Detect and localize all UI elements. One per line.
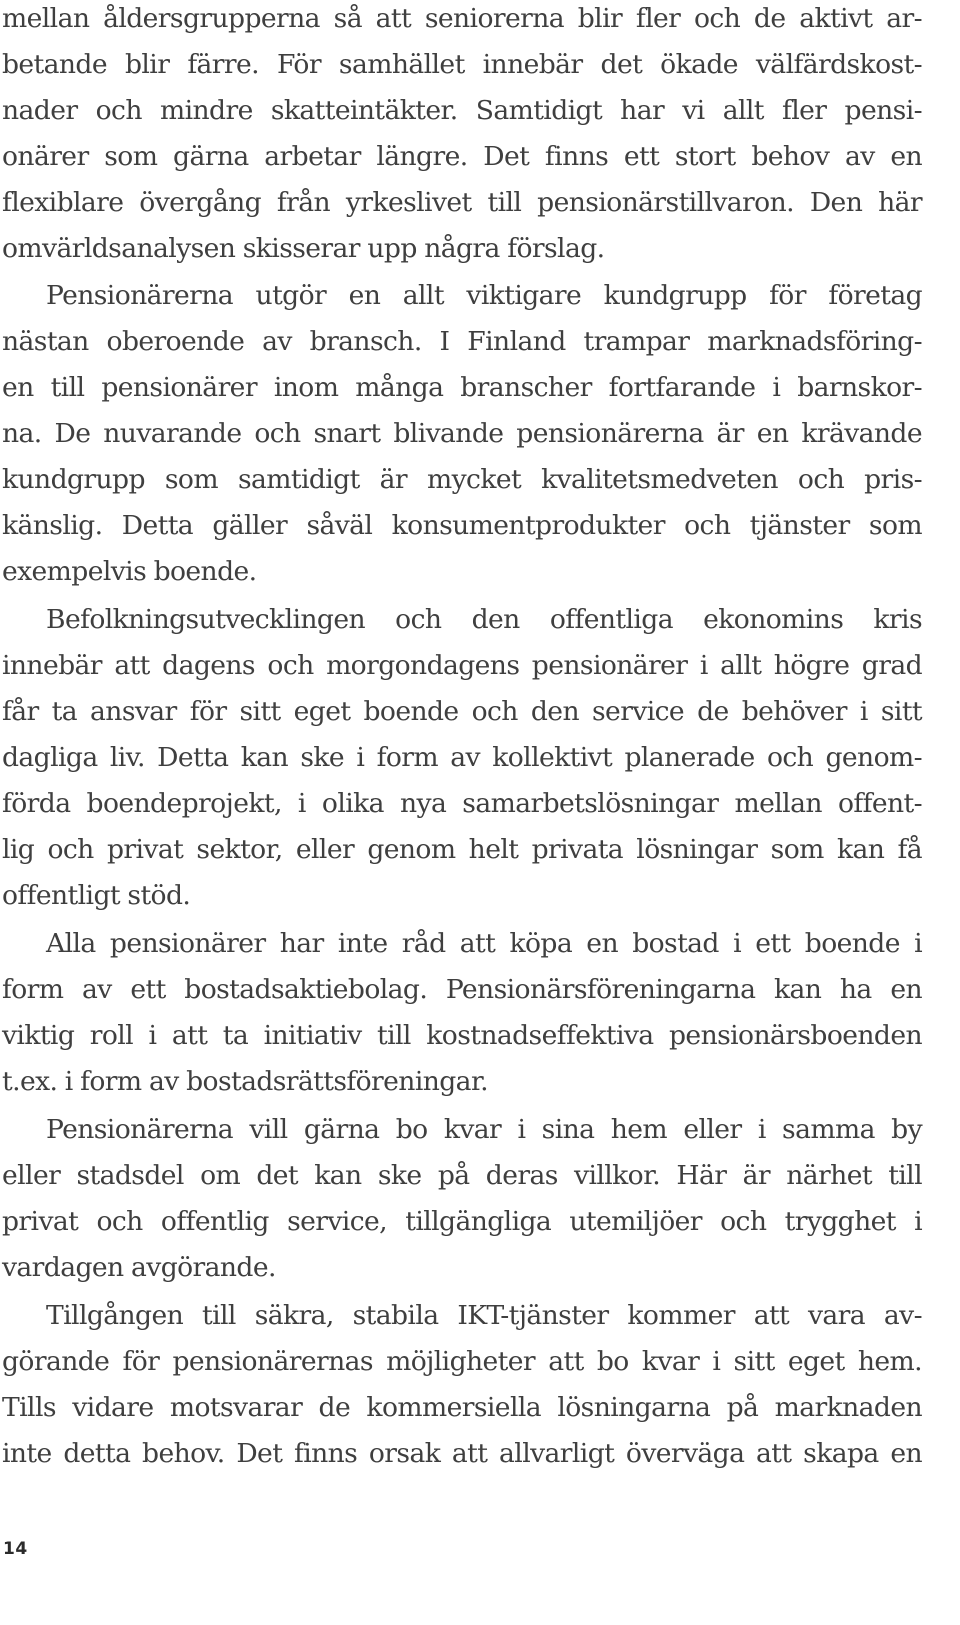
text-line: Tillgången till säkra, stabila IKT-tjänster kommer att vara av- [46, 1300, 922, 1331]
text-line: t.ex. i form av bostadsrättsföreningar. [2, 1066, 488, 1097]
text-line: dagliga liv. Detta kan ske i form av kollektivt planerade och genom- [2, 742, 922, 773]
text-line: Pensionärerna vill gärna bo kvar i sina hem eller i samma by [46, 1114, 922, 1145]
text-line: na. De nuvarande och snart blivande pensionärerna är en krävande [2, 418, 922, 449]
text-line: förda boendeprojekt, i olika nya samarbetslösningar mellan offent- [2, 788, 922, 819]
text-line: kundgrupp som samtidigt är mycket kvalitetsmedveten och pris- [2, 464, 922, 495]
text-line: omvärldsanalysen skisserar upp några förslag. [2, 233, 605, 264]
text-line: en till pensionärer inom många branscher fortfarande i barnskor- [2, 372, 922, 403]
text-line: exempelvis boende. [2, 556, 257, 587]
text-line: inte detta behov. Det finns orsak att allvarligt överväga att skapa en [2, 1438, 922, 1469]
text-line: eller stadsdel om det kan ske på deras villkor. Här är närhet till [2, 1160, 922, 1191]
text-line: onärer som gärna arbetar längre. Det finns ett stort behov av en [2, 141, 922, 172]
text-line: Alla pensionärer har inte råd att köpa en bostad i ett boende i [46, 928, 922, 959]
page-number: 14 [3, 1539, 28, 1559]
text-line: innebär att dagens och morgondagens pensionärer i allt högre grad [2, 650, 922, 681]
text-line: Befolkningsutvecklingen och den offentliga ekonomins kris [46, 604, 922, 635]
text-line: betande blir färre. För samhället innebär det ökade välfärdskost- [2, 49, 922, 80]
text-line: lig och privat sektor, eller genom helt privata lösningar som kan få [2, 834, 922, 865]
text-line: nästan oberoende av bransch. I Finland trampar marknadsföring- [2, 326, 922, 357]
text-line: Pensionärerna utgör en allt viktigare kundgrupp för företag [46, 280, 922, 311]
text-line: får ta ansvar för sitt eget boende och den service de behöver i sitt [2, 696, 922, 727]
text-line: mellan åldersgrupperna så att seniorerna blir fler och de aktivt ar- [2, 3, 922, 34]
text-line: Tills vidare motsvarar de kommersiella lösningarna på marknaden [2, 1392, 922, 1423]
text-line: privat och offentlig service, tillgängliga utemiljöer och trygghet i [2, 1206, 922, 1237]
text-line: flexiblare övergång från yrkeslivet till pensionärstillvaron. Den här [2, 187, 922, 218]
text-line: nader och mindre skatteintäkter. Samtidigt har vi allt fler pensi- [2, 95, 922, 126]
text-line: offentligt stöd. [2, 880, 191, 911]
text-line: form av ett bostadsaktiebolag. Pensionärsföreningarna kan ha en [2, 974, 922, 1005]
text-line: viktig roll i att ta initiativ till kostnadseffektiva pensionärsboenden [2, 1020, 922, 1051]
text-line: känslig. Detta gäller såväl konsumentprodukter och tjänster som [2, 510, 922, 541]
text-line: vardagen avgörande. [2, 1252, 276, 1283]
text-line: görande för pensionärernas möjligheter att bo kvar i sitt eget hem. [2, 1346, 922, 1377]
